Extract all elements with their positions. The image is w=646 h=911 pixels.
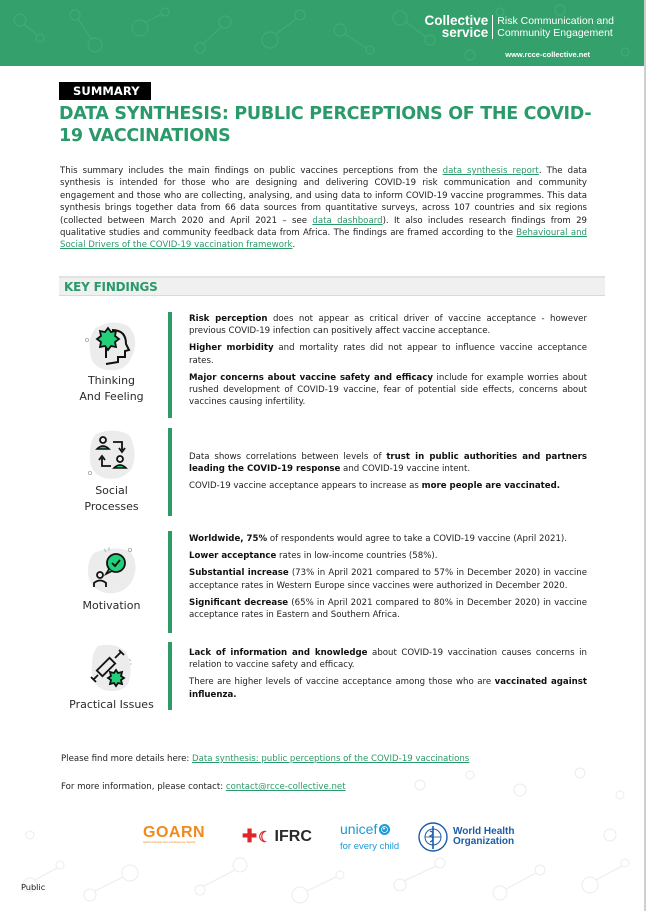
more-details-label: Please find more details here: (61, 754, 193, 764)
intro-text: . (292, 240, 296, 251)
red-crescent-icon: ☾ (258, 828, 272, 846)
goarn-logo (143, 824, 205, 844)
finding-text: Data shows correlations between levels of (189, 452, 387, 462)
finding-highlight: Lower acceptance (189, 551, 277, 562)
section-findings (189, 313, 587, 413)
finding-item (189, 372, 587, 409)
person-check-bubble-icon (82, 543, 142, 598)
goarn-logo-text: GOARN (143, 824, 206, 841)
syringe-virus-icon (82, 642, 142, 697)
finding-text: of respondents would agree to take a COVID-19 vaccine (April 2021). (267, 534, 568, 544)
contact-label: For more information, please contact: (61, 782, 226, 792)
finding-item (189, 597, 587, 621)
page-title: DATA SYNTHESIS: PUBLIC PERCEPTIONS OF THE COVID-19 VACCINATIONS (59, 104, 592, 146)
finding-section-motivation (59, 531, 599, 633)
finding-item (189, 480, 587, 492)
section-divider (168, 531, 172, 633)
finding-section-thinking-feeling (59, 310, 599, 422)
who-logo-line1: World Health (453, 825, 515, 837)
finding-text: include for example worries about rushed development of COVID-19 vaccine, fear of potential side effects, concerns about vaccines causing infertility. (189, 372, 587, 408)
finding-text: (73% in April 2021 compared to 57% in December 2020) in vaccine acceptance rates in Western Europe since vaccines were authorized in December 2020. (189, 568, 587, 591)
partner-logos (140, 818, 520, 858)
section-icon-column (59, 428, 164, 515)
finding-highlight: Significant decrease (189, 597, 289, 608)
section-findings (189, 647, 587, 706)
finding-highlight: trust in public authorities and partners leading the COVID-19 response (189, 452, 587, 475)
finding-item (189, 647, 587, 671)
finding-highlight: Higher morbidity (189, 343, 274, 354)
brand-line1: Collective (424, 13, 489, 28)
section-findings (189, 451, 587, 498)
finding-highlight: more people are vaccinated. (421, 481, 561, 492)
contact-email-link[interactable]: contact@rcce-collective.net (225, 782, 346, 792)
brand-tagline1: Risk Communication and (497, 15, 614, 27)
finding-text: rates in low-income countries (58%). (276, 551, 438, 562)
classification-label: Public (21, 882, 46, 892)
finding-highlight: Major concerns about vaccine safety and efficacy (189, 372, 433, 383)
unicef-emblem-icon (378, 823, 391, 836)
who-emblem-icon (417, 821, 449, 853)
data-synthesis-report-link[interactable]: data synthesis report (442, 166, 539, 176)
section-label: Social (95, 484, 128, 497)
finding-item (189, 313, 587, 337)
section-icon-column (59, 318, 164, 405)
section-label: Thinking (87, 374, 136, 387)
finding-item (189, 533, 587, 545)
finding-text: and COVID-19 vaccine intent. (340, 464, 471, 475)
section-divider (168, 642, 172, 710)
people-exchange-icon (82, 428, 142, 483)
who-logo-line2: Organization (453, 836, 515, 847)
red-cross-icon: ✚ (242, 826, 258, 846)
brand-tagline2: Community Engagement (497, 27, 613, 39)
finding-item (189, 567, 587, 591)
section-label: And Feeling (79, 390, 144, 403)
finding-section-practical-issues (59, 642, 599, 714)
finding-item (189, 342, 587, 366)
finding-highlight: Worldwide, 75% (189, 534, 268, 544)
intro-paragraph (60, 165, 587, 252)
more-details-line (61, 754, 469, 764)
header-url[interactable]: www.rcce-collective.net (505, 50, 590, 59)
finding-highlight: vaccinated against influenza. (189, 677, 587, 700)
intro-text: This summary includes the main findings on public vaccines perceptions from the (60, 166, 443, 176)
intro-text: ). It also includes research findings from 29 qualitative studies and community feedback data from Africa. The findings are framed according to the (60, 215, 588, 239)
section-label: Processes (84, 500, 139, 513)
finding-highlight: Lack of information and knowledge (189, 648, 368, 658)
key-findings-bar (59, 276, 605, 296)
header-banner (0, 0, 644, 66)
finding-text: and mortality rates did not appear to influence vaccine acceptance rates. (189, 343, 588, 366)
contact-line (61, 782, 346, 792)
who-logo (417, 821, 514, 853)
goarn-logo-subtitle: Global Outbreak Alert and Response Network (143, 841, 196, 844)
finding-item (189, 451, 587, 475)
finding-text: COVID-19 vaccine acceptance appears to increase as (189, 481, 422, 492)
data-dashboard-link[interactable]: data dashboard (312, 215, 383, 226)
head-virus-icon (82, 318, 142, 373)
key-findings-heading: KEY FINDINGS (64, 280, 158, 294)
finding-highlight: Substantial increase (189, 568, 289, 579)
ifrc-logo (242, 826, 312, 847)
finding-item (189, 676, 587, 700)
section-divider (168, 312, 172, 418)
finding-highlight: Risk perception (189, 314, 268, 324)
section-findings (189, 533, 587, 626)
finding-text: (65% in April 2021 compared to 80% in December 2020) in vaccine acceptance rates in Eastern and Southern Africa. (189, 597, 587, 621)
finding-item (189, 550, 587, 562)
unicef-logo-text: unicef (340, 821, 378, 837)
section-label: Practical Issues (69, 698, 154, 711)
finding-text: does not appear as critical driver of vaccine acceptance - however previous COVID-19 infection can positively affect vaccine acceptance. (189, 314, 587, 337)
section-icon-column (59, 642, 164, 713)
section-icon-column (59, 543, 164, 614)
unicef-tagline: for every child (340, 841, 400, 852)
intro-text: . The data synthesis is intended for those who are designing and delivering COVID-19 risk communication and community engagement and those who are collecting, analysing, and using data to inform COVID-19 vaccine programmes. This data synthesis brings together data from 66 data sources from quantitative surveys, across 107 countries and six regions (collected between March 2020 and April 2021 – see (60, 166, 587, 226)
finding-text: There are higher levels of vaccine acceptance among those who are (189, 677, 495, 688)
full-report-link[interactable]: Data synthesis: public perceptions of the COVID-19 vaccinations (192, 754, 470, 764)
collective-service-logo (425, 15, 615, 39)
summary-tag: SUMMARY (59, 82, 151, 100)
finding-section-social-processes (59, 428, 599, 518)
finding-text: about COVID-19 vaccination causes concerns in relation to vaccine safety and efficacy. (189, 648, 587, 671)
section-divider (168, 428, 172, 516)
ifrc-logo-text: IFRC (274, 827, 312, 845)
unicef-logo (340, 821, 399, 852)
bsd-framework-link[interactable]: Behavioural and Social Drivers of the COVID-19 vaccination framework (60, 228, 587, 251)
brand-line2: service (441, 25, 489, 40)
section-label: Motivation (82, 599, 141, 612)
